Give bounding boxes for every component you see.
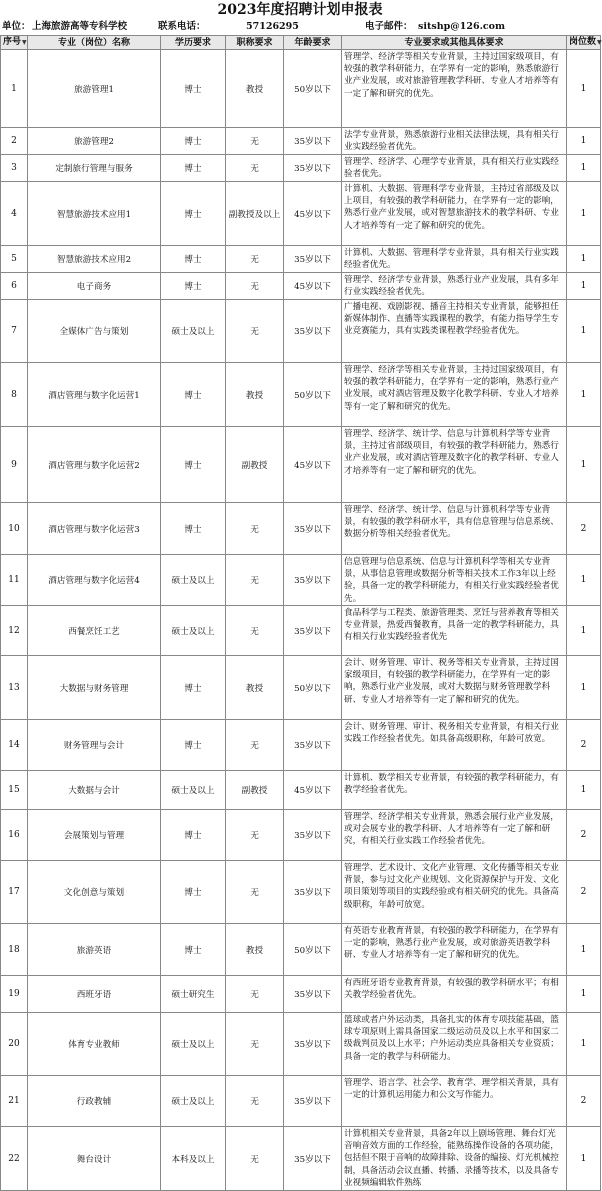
education-requirement: 博士 [161,182,226,246]
row-number: 2 [1,128,28,155]
title-requirement: 无 [226,555,284,606]
phone-label: 联系电话： [158,21,206,32]
position-count: 1 [567,555,601,606]
detail-requirement: 广播电视、戏剧影视、播音主持相关专业背景，能够担任新媒体制作、直播等实践课程的教学，有能力指导学生专业竞赛能力，具有实践类课程教学经验者优先。 [342,300,567,363]
title-requirement: 无 [226,128,284,155]
detail-requirement: 管理学、经济学、心理学专业背景，具有相关行业实践经验者优先。 [342,155,567,182]
table-row [1,427,601,503]
detail-requirement: 有西班牙语专业教育背景，有较强的教学科研水平；有相关教学经验者优先。 [342,976,567,1013]
position-name: 旅游管理1 [28,50,161,128]
detail-requirement: 计算机、数学相关专业背景，有较强的教学科研能力，有教学经验者优先。 [342,771,567,810]
header-title: 职称要求 [226,36,284,50]
title-requirement: 无 [226,606,284,656]
position-name: 酒店管理与数字化运营1 [28,363,161,427]
title-requirement: 教授 [226,363,284,427]
position-name: 大数据与财务管理 [28,656,161,720]
table-row [1,300,601,363]
detail-requirement: 有英语专业教育背景，有较强的教学科研能力，在学界有一定的影响，熟悉行业产业发展，或对旅游英语教学科研、专业人才培养等有一定了解和研究的优先。 [342,924,567,976]
header-no[interactable]: 序号▼ [1,36,28,50]
age-requirement: 45岁以下 [284,427,342,503]
header-req: 专业要求或其他具体要求 [342,36,567,50]
detail-requirement: 篮球或者户外运动类，具备扎实的体育专项技能基础，篮球专项原则上需具备国家二级运动员及以上水平和国家二级裁判员及以上水平；户外运动类应具备相关专业资质；具备一定的教学与科研能力。 [342,1013,567,1076]
table-row [1,50,601,128]
detail-requirement: 会计、财务管理、审计、税务相关专业背景，有相关行业实践工作经验者优先。如具备高级职称，年龄可放宽。 [342,720,567,771]
detail-requirement: 管理学、经济学、统计学、信息与计算机科学等专业背景，主持过省部级项目，有较强的教学科研能力，熟悉行业产业发展，或对酒店管理及数字化的教学科研、专业人才培养等有一定了解和研究的优先。 [342,427,567,503]
title-requirement: 副教授 [226,771,284,810]
age-requirement: 35岁以下 [284,1127,342,1191]
education-requirement: 硕士研究生 [161,976,226,1013]
position-name: 酒店管理与数字化运营2 [28,427,161,503]
position-name: 旅游管理2 [28,128,161,155]
table-row [1,273,601,300]
detail-requirement: 管理学、经济学等相关专业背景，主持过国家级项目，有较强的教学科研能力，在学界有一定的影响，熟悉行业产业发展，或对酒店管理及数字化教学科研、专业人才培养等有一定了解和研究的优先。 [342,363,567,427]
position-count: 2 [567,720,601,771]
row-number: 15 [1,771,28,810]
position-name: 智慧旅游技术应用1 [28,182,161,246]
phone-value: 57126295 [246,21,299,32]
position-count: 1 [567,128,601,155]
row-number: 17 [1,861,28,924]
education-requirement: 博士 [161,50,226,128]
row-number: 19 [1,976,28,1013]
education-requirement: 博士 [161,861,226,924]
position-count: 1 [567,976,601,1013]
position-count: 1 [567,155,601,182]
position-count: 1 [567,606,601,656]
age-requirement: 35岁以下 [284,606,342,656]
title-requirement: 无 [226,300,284,363]
position-name: 财务管理与会计 [28,720,161,771]
filter-dropdown-icon[interactable]: ▼ [597,39,602,46]
age-requirement: 35岁以下 [284,503,342,555]
education-requirement: 博士 [161,810,226,861]
age-requirement: 45岁以下 [284,273,342,300]
position-count: 1 [567,924,601,976]
education-requirement: 博士 [161,503,226,555]
age-requirement: 50岁以下 [284,924,342,976]
detail-requirement: 食品科学与工程类、旅游管理类、烹饪与营养教育等相关专业背景，热爱西餐教育，具备一定的教学科研能力，具有相关行业实践经验者优先 [342,606,567,656]
table-row [1,246,601,273]
title-requirement: 教授 [226,656,284,720]
position-count: 1 [567,656,601,720]
education-requirement: 博士 [161,427,226,503]
position-name: 电子商务 [28,273,161,300]
row-number: 12 [1,606,28,656]
unit-label: 单位： [2,21,31,32]
position-name: 酒店管理与数字化运营4 [28,555,161,606]
row-number: 5 [1,246,28,273]
age-requirement: 45岁以下 [284,182,342,246]
row-number: 6 [1,273,28,300]
education-requirement: 硕士及以上 [161,606,226,656]
education-requirement: 博士 [161,246,226,273]
row-number: 9 [1,427,28,503]
table-row [1,182,601,246]
recruitment-table [0,35,601,1191]
row-number: 16 [1,810,28,861]
position-name: 行政教辅 [28,1076,161,1127]
title-requirement: 无 [226,1127,284,1191]
position-count: 1 [567,273,601,300]
unit-value: 上海旅游高等专科学校 [32,21,128,32]
row-number: 7 [1,300,28,363]
table-row [1,1127,601,1191]
title-requirement: 无 [226,1013,284,1076]
age-requirement: 35岁以下 [284,1076,342,1127]
title-requirement: 无 [226,503,284,555]
page-title: 2023年度招聘计划申报表 [217,2,383,18]
title-requirement: 无 [226,155,284,182]
table-row [1,771,601,810]
detail-requirement: 管理学、经济学专业背景，熟悉行业产业发展，具有多年行业实践经验者优先。 [342,273,567,300]
position-count: 1 [567,363,601,427]
header-row [1,36,601,50]
title-requirement: 无 [226,1076,284,1127]
age-requirement: 35岁以下 [284,128,342,155]
education-requirement: 博士 [161,720,226,771]
row-number: 20 [1,1013,28,1076]
age-requirement: 35岁以下 [284,976,342,1013]
row-number: 13 [1,656,28,720]
row-number: 4 [1,182,28,246]
position-count: 2 [567,810,601,861]
filter-dropdown-icon[interactable]: ▼ [22,39,27,46]
age-requirement: 50岁以下 [284,363,342,427]
detail-requirement: 管理学、经济学等相关专业背景，主持过国家级项目，有较强的教学科研能力，在学界有一定的影响，熟悉旅游行业产业发展，或对旅游管理教学科研、专业人才培养等有一定了解和研究的优先。 [342,50,567,128]
education-requirement: 博士 [161,656,226,720]
table-row [1,810,601,861]
age-requirement: 35岁以下 [284,246,342,273]
title-requirement: 教授 [226,924,284,976]
table-row [1,861,601,924]
education-requirement: 硕士及以上 [161,300,226,363]
title-requirement: 教授 [226,50,284,128]
title-requirement: 无 [226,810,284,861]
education-requirement: 博士 [161,273,226,300]
table-row [1,720,601,771]
education-requirement: 博士 [161,924,226,976]
education-requirement: 本科及以上 [161,1127,226,1191]
row-number: 21 [1,1076,28,1127]
detail-requirement: 会计、财务管理、审计、税务等相关专业背景，主持过国家级项目，有较强的教学科研能力，在学界有一定的影响，熟悉行业产业发展，或对大数据与财务管理教学科研、专业人才培养等有一定了解和研究的优先。 [342,656,567,720]
title-requirement: 无 [226,861,284,924]
age-requirement: 35岁以下 [284,1013,342,1076]
detail-requirement: 管理学、语言学、社会学、教育学、理学相关背景，具有一定的计算机运用能力和公文写作能力。 [342,1076,567,1127]
title-requirement: 无 [226,976,284,1013]
position-name: 定制旅行管理与服务 [28,155,161,182]
age-requirement: 50岁以下 [284,656,342,720]
position-count: 1 [567,771,601,810]
position-name: 智慧旅游技术应用2 [28,246,161,273]
education-requirement: 博士 [161,155,226,182]
title-requirement: 副教授 [226,427,284,503]
header-count[interactable]: 岗位数▼ [567,36,601,50]
table-row [1,155,601,182]
row-number: 22 [1,1127,28,1191]
detail-requirement: 计算机、大数据、管理科学专业背景，具有相关行业实践经验者优先。 [342,246,567,273]
position-name: 旅游英语 [28,924,161,976]
education-requirement: 硕士及以上 [161,1076,226,1127]
position-name: 舞台设计 [28,1127,161,1191]
age-requirement: 35岁以下 [284,555,342,606]
table-row [1,656,601,720]
position-name: 会展策划与管理 [28,810,161,861]
row-number: 14 [1,720,28,771]
education-requirement: 博士 [161,363,226,427]
detail-requirement: 信息管理与信息系统、信息与计算机科学等相关专业背景，从事信息管理或数据分析等相关技术工作3年以上经验，具备一定的教学科研能力，有相关行业实践经验者优先。 [342,555,567,606]
detail-requirement: 管理学、艺术设计、文化产业管理、文化传播等相关专业背景，参与过文化产业规划、文化资源保护与开发、文化项目策划等项目的实践经验或有相关研究的优先。具备高级职称，年龄可放宽。 [342,861,567,924]
row-number: 8 [1,363,28,427]
title-requirement: 无 [226,246,284,273]
row-number: 11 [1,555,28,606]
age-requirement: 35岁以下 [284,720,342,771]
position-count: 2 [567,1076,601,1127]
education-requirement: 硕士及以上 [161,771,226,810]
row-number: 3 [1,155,28,182]
position-count: 1 [567,427,601,503]
position-name: 西班牙语 [28,976,161,1013]
position-count: 1 [567,50,601,128]
education-requirement: 博士 [161,128,226,155]
header-age: 年龄要求 [284,36,342,50]
position-count: 2 [567,861,601,924]
position-name: 大数据与会计 [28,771,161,810]
row-number: 1 [1,50,28,128]
position-count: 2 [567,503,601,555]
age-requirement: 50岁以下 [284,50,342,128]
age-requirement: 35岁以下 [284,300,342,363]
meta-bar [0,20,600,34]
position-name: 酒店管理与数字化运营3 [28,503,161,555]
table-row [1,363,601,427]
position-count: 1 [567,1127,601,1191]
position-count: 1 [567,1013,601,1076]
email-label: 电子邮件： [365,21,413,32]
detail-requirement: 管理学、经济学相关专业背景，熟悉会展行业产业发展，或对会展专业的教学科研、人才培养等有一定了解和研究，有相关行业实践工作经验者优先。 [342,810,567,861]
table-row [1,1013,601,1076]
table-row [1,503,601,555]
age-requirement: 45岁以下 [284,771,342,810]
age-requirement: 35岁以下 [284,810,342,861]
position-count: 1 [567,182,601,246]
position-name: 文化创意与策划 [28,861,161,924]
title-requirement: 无 [226,273,284,300]
table-row [1,924,601,976]
table-row [1,128,601,155]
education-requirement: 硕士及以上 [161,1013,226,1076]
title-requirement: 无 [226,720,284,771]
header-name: 专业（岗位）名称 [28,36,161,50]
position-name: 全媒体广告与策划 [28,300,161,363]
position-count: 1 [567,300,601,363]
position-count: 1 [567,246,601,273]
table-row [1,555,601,606]
position-name: 体育专业教师 [28,1013,161,1076]
header-edu: 学历要求 [161,36,226,50]
title-requirement: 副教授及以上 [226,182,284,246]
table-row [1,976,601,1013]
education-requirement: 硕士及以上 [161,555,226,606]
email-value: sitshp@126.com [418,21,506,32]
detail-requirement: 计算机、大数据、管理科学专业背景，主持过省部级及以上项目，有较强的教学科研能力，在学界有一定的影响，熟悉行业产业发展，或对智慧旅游技术的教学科研、专业人才培养等有一定了解和研究的优先。 [342,182,567,246]
row-number: 18 [1,924,28,976]
detail-requirement: 法学专业背景，熟悉旅游行业相关法律法规，具有相关行业实践经验者优先。 [342,128,567,155]
row-number: 10 [1,503,28,555]
detail-requirement: 管理学、经济学、统计学、信息与计算机科学等专业背景，有较强的教学科研水平，具有信息管理与信息系统、数据分析等相关经验者优先。 [342,503,567,555]
position-name: 西餐烹饪工艺 [28,606,161,656]
age-requirement: 35岁以下 [284,155,342,182]
detail-requirement: 计算机相关专业背景，具备2年以上剧场管理、舞台灯光音响音效方面的工作经验，能熟练操作设备的各项功能，包括但不限于音响的故障排除、设备的编接、灯光机械控制，具备活动会议直播、转播、录播等技术，以及具备专业视频编辑软件熟练 [342,1127,567,1191]
table-row [1,606,601,656]
table-row [1,1076,601,1127]
age-requirement: 35岁以下 [284,861,342,924]
